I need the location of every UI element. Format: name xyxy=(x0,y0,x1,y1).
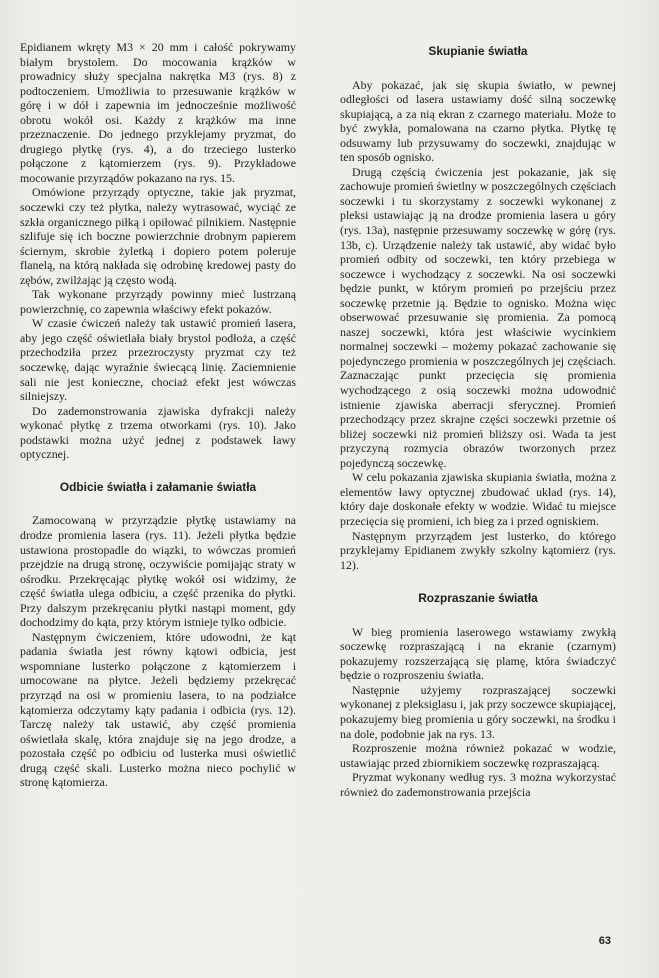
paragraph: Następnym przyrządem jest lusterko, do którego przyklejamy Epidianem zwykły szkolny kątomierz (rys. 12). xyxy=(340,528,616,572)
section-heading-dispersion: Rozpraszanie światła xyxy=(418,591,538,606)
paragraph: W celu pokazania zjawiska skupiania światła, można z elementów ławy optycznej zbudować układ (rys. 14), który daje doskonałe efekty w wodzie. Widać tu miejsce przecięcia się promieni, ich bieg za i przed ogniskiem. xyxy=(340,470,616,528)
paragraph: Tak wykonane przyrządy powinny mieć lustrzaną powierzchnię, co zapewnia właściwy efekt pokazów. xyxy=(20,287,296,316)
paragraph: Drugą częścią ćwiczenia jest pokazanie, jak się zachowuje promień świetlny w poszczególnych częściach soczewki i tu skorzystamy z soczewki wykonanej z pleksi ustawiając ją na drodze promienia lasera u góry (rys. 13a), następnie przesuwamy soczewkę w górę (rys. 13b, c). Urządzenie należy tak ustawić, aby widać było promień odbity od soczewki, ten który przebiega w soczewce i wychodzący z soczewki. Na osi soczewki będzie punkt, w którym promień po przejściu przez soczewkę przetnie ją. Będzie to ognisko. Można więc obserwować przesuwanie się promienia. Za pomocą naszej soczewki, która jest właściwie wycinkiem normalnej soczewki – możemy pokazać zachowanie się pojedynczego promienia w poszczególnych jej częściach. Zaznaczając punkt przecięcia się promienia wychodzącego z osią soczewki można udowodnić istnienie zjawiska aberracji sferycznej. Promień przechodzący przez skrajne części soczewki przetnie oś bliżej soczewki niż promień bliższy osi. Wada ta jest przyczyną rozmycia obrazów tworzonych przez pojedynczą soczewkę. xyxy=(340,164,616,470)
paragraph: Omówione przyrządy optyczne, takie jak pryzmat, soczewki czy też płytka, należy wytrasować, wyciąć ze szkła organicznego piłką i opiłować pilnikiem. Następnie szlifuje się ich boczne powierzchnie drobnym papierem ściernym, skrobie żyletką i dopiero potem poleruje flanelą, na którą nakłada się odrobinę kredowej pasty do zębów, zwilżając ją często wodą. xyxy=(20,185,296,287)
paragraph: Do zademonstrowania zjawiska dyfrakcji należy wykonać płytkę z trzema otworkami (rys. 10). Jako podstawki można użyć jednej z podstawek ławy optycznej. xyxy=(20,403,296,462)
paragraph: Epidianem wkręty M3 × 20 mm i całość pokrywamy białym brystolem. Do mocowania krążków w prowadnicy służy specjalna nakrętka M3 (rys. 8) z podtoczeniem. Umożliwia to przesuwanie krążków w górę i w dół i zapewnia im jednocześnie możliwość obrotu wokół osi. Każdy z krążków ma inne przeznaczenie. Do jednego przyklejamy pryzmat, do drugiego płytkę (rys. 4), a do trzeciego lusterko połączone z kątomierzem (rys. 9). Przykładowe mocowanie przyrządów pokazano na rys. 15. xyxy=(20,40,296,185)
left-column xyxy=(20,40,296,790)
paragraph: W czasie ćwiczeń należy tak ustawić promień lasera, aby jego część oświetlała biały brystol podłoża, a część przechodziła przez przezroczysty pryzmat czy też soczewkę, dając wyraźnie świecącą linię. Zaciemnienie sali nie jest konieczne, chociaż efekt jest wówczas silniejszy. xyxy=(20,316,296,404)
paragraph: Następnie użyjemy rozpraszającej soczewki wykonanej z pleksiglasu i, jak przy soczewce skupiającej, pokazujemy bieg promienia u góry soczewki, na środku i na dole, podobnie jak na rys. 13. xyxy=(340,682,616,741)
right-column xyxy=(340,44,616,799)
paragraph: W bieg promienia laserowego wstawiamy zwykłą soczewkę rozpraszającą i na ekranie (czarnym) pokazujemy rozszerzającą się plamę, która świadczyć będzie o rozproszeniu światła. xyxy=(340,624,616,683)
section-heading-focusing: Skupianie światła xyxy=(428,44,528,58)
paragraph: Aby pokazać, jak się skupia światło, w pewnej odległości od lasera ustawiamy dość silną soczewkę skupiającą, a za nią ekran z czarnego materiału. Może to być zwykła, pomalowana na czarno płytka. Płytkę tę odsuwamy lub przysuwamy do soczewki, znajdując w ten sposób ognisko. xyxy=(340,77,616,165)
paragraph: Rozproszenie można również pokazać w wodzie, ustawiając przed zbiornikiem soczewkę rozpraszającą. xyxy=(340,741,616,770)
page-number: 63 xyxy=(598,935,611,947)
section-heading-reflection: Odbicie światła i załamanie światła xyxy=(59,479,257,494)
paragraph: Zamocowaną w przyrządzie płytkę ustawiamy na drodze promienia lasera (rys. 11). Jeżeli płytka będzie ustawiona prostopadle do wiązki, to wówczas promień przejdzie na drugą stronę, oczywiście pomijając straty w ośrodku. Przekręcając płytkę wokół osi widzimy, że część światła ulega odbiciu, a część przenika do płytki. Przy dalszym przekręcaniu płytki nastąpi moment, gdy dochodzimy do kąta, przy którym istnieje tylko odbicie. xyxy=(20,513,296,630)
paragraph: Następnym ćwiczeniem, które udowodni, że kąt padania światła jest równy kątowi odbicia, jest wspomniane lusterko połączone z kątomierzem i umocowane na płytce. Jeżeli będziemy przekręcać przyrząd na osi w promieniu lasera, to na podziałce kątomierza odczytamy kąty padania i odbicia (rys. 12). Tarczę należy tak ustawić, aby część promienia oświetlała skalę, która znajduje się na jego drodze, a pozostała część po odbiciu od lusterka musi oświetlić drugą część skali. Lusterko można nieco pochylić w stronę kątomierza. xyxy=(20,629,296,790)
paragraph: Pryzmat wykonany według rys. 3 można wykorzystać również do zademonstrowania przejścia xyxy=(340,770,616,799)
